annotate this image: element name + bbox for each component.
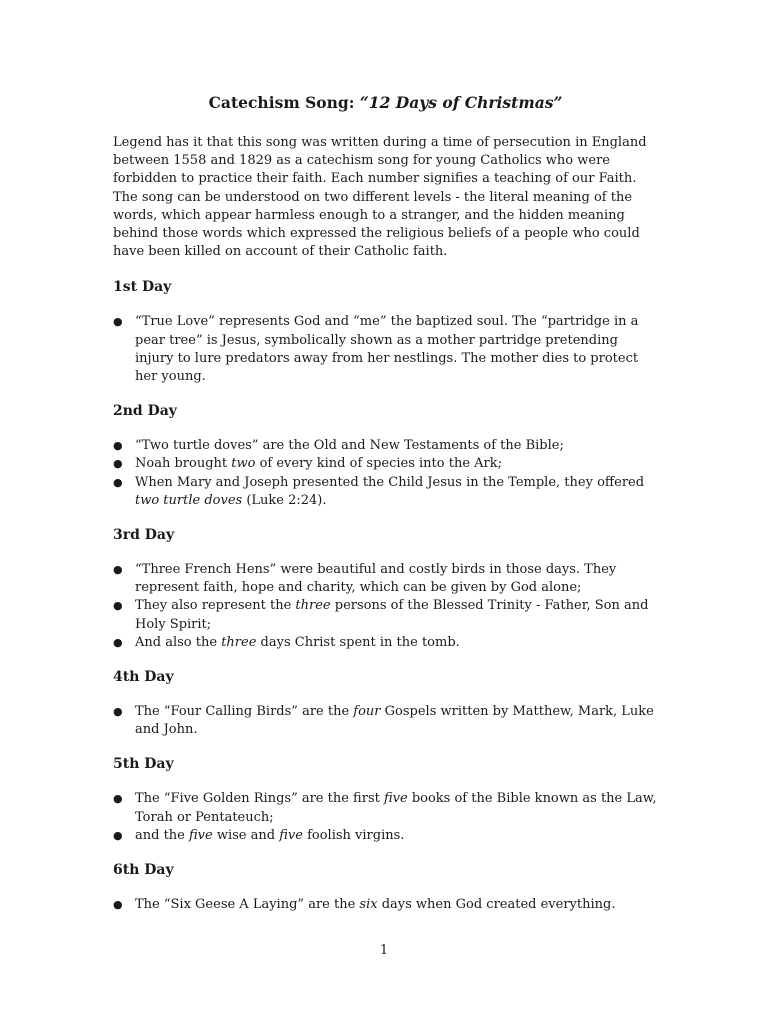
text-run: wise and (212, 827, 280, 843)
italic-text: two (231, 456, 256, 472)
text-run: And also the (135, 634, 222, 650)
text-run: The “Four Calling Birds” are the (135, 704, 354, 720)
document-page (113, 92, 658, 929)
text-run: days when God created everything. (377, 897, 616, 913)
text-run: “True Love” represents God and “me” the baptized soul. The “partridge in a pear tree” is Jesus, symbolically shown as a mother partridge pretending injury to lure predators away from her nestlings. The mother dies to protect her young. (135, 314, 639, 385)
text-run: Noah brought (135, 456, 232, 472)
list-item (113, 474, 658, 510)
text-run: foolish virgins. (302, 827, 405, 843)
section-heading: 2nd Day (113, 403, 177, 420)
italic-text: five (189, 827, 213, 843)
section-heading: 1st Day (113, 279, 172, 296)
italic-text: two turtle doves (135, 492, 243, 508)
text-run: days Christ spent in the tomb. (256, 634, 460, 650)
text-run: They also represent the (135, 598, 296, 614)
list-item (113, 313, 658, 386)
bullet-icon: ● (113, 475, 123, 489)
italic-text: five (279, 827, 303, 843)
page-number: 1 (379, 943, 389, 958)
list-item (113, 437, 658, 455)
text-run: Gospels written by Matthew, Mark, Luke and John. (135, 704, 654, 738)
list-item (113, 597, 658, 633)
bullet-icon: ● (113, 792, 123, 806)
bullet-list (113, 703, 658, 739)
section-heading: 5th Day (113, 756, 174, 773)
text-run: “Two turtle doves” are the Old and New Testaments of the Bible; (135, 438, 564, 454)
text-run: When Mary and Joseph presented the Child Jesus in the Temple, they offered (135, 474, 645, 490)
list-item (113, 455, 658, 473)
text-run: (Luke 2:24). (242, 492, 327, 508)
title-italic: “12 Days of Christmas” (359, 93, 563, 112)
bullet-list (113, 790, 658, 845)
italic-text: five (383, 791, 408, 807)
bullet-list (113, 437, 658, 510)
bullet-list (113, 896, 658, 914)
section-heading: 6th Day (113, 862, 174, 879)
text-run: The “Six Geese A Laying” are the (135, 897, 360, 913)
bullet-list (113, 561, 658, 652)
section-heading: 3rd Day (113, 527, 175, 544)
bullet-icon: ● (113, 898, 123, 912)
section-heading: 4th Day (113, 669, 174, 686)
bullet-icon: ● (113, 563, 123, 577)
list-item (113, 896, 658, 914)
italic-text: three (295, 598, 331, 614)
bullet-icon: ● (113, 705, 123, 719)
bullet-list (113, 313, 658, 386)
text-run: of every kind of species into the Ark; (255, 456, 503, 472)
text-run: books of the Bible known as the Law, Torah or Pentateuch; (135, 791, 657, 825)
text-run: persons of the Blessed Trinity - Father, Son and Holy Spirit; (135, 598, 649, 632)
bullet-icon: ● (113, 457, 123, 471)
list-item (113, 703, 658, 739)
text-run: The “Five Golden Rings” are the first (135, 791, 384, 807)
title-plain: Catechism Song: (208, 93, 360, 112)
bullet-icon: ● (113, 315, 123, 329)
italic-text: four (353, 704, 381, 720)
bullet-icon: ● (113, 828, 123, 842)
bullet-icon: ● (113, 599, 123, 613)
text-run: “Three French Hens” were beautiful and costly birds in those days. They represent faith, hope and charity, which can be given by God alone; (135, 562, 617, 596)
bullet-icon: ● (113, 439, 123, 453)
bullet-icon: ● (113, 635, 123, 649)
list-item (113, 790, 658, 826)
sections-container (113, 277, 658, 914)
italic-text: six (359, 897, 378, 913)
list-item (113, 827, 658, 845)
intro-paragraph: Legend has it that this song was written during a time of persecution in England between 1558 and 1829 as a catechism song for young Catholics who were forbidden to practice their faith. Each number signifies a teaching of our Faith. The song can be understood on two different levels - the literal meaning of the words, which appear harmless enough to a stranger, and the hidden meaning behind those words which expressed the religious beliefs of a people who could have been killed on account of their Catholic faith. (113, 135, 647, 260)
page-title (113, 92, 658, 114)
italic-text: three (221, 634, 257, 650)
text-run: and the (135, 827, 189, 843)
list-item (113, 561, 658, 597)
list-item (113, 634, 658, 652)
